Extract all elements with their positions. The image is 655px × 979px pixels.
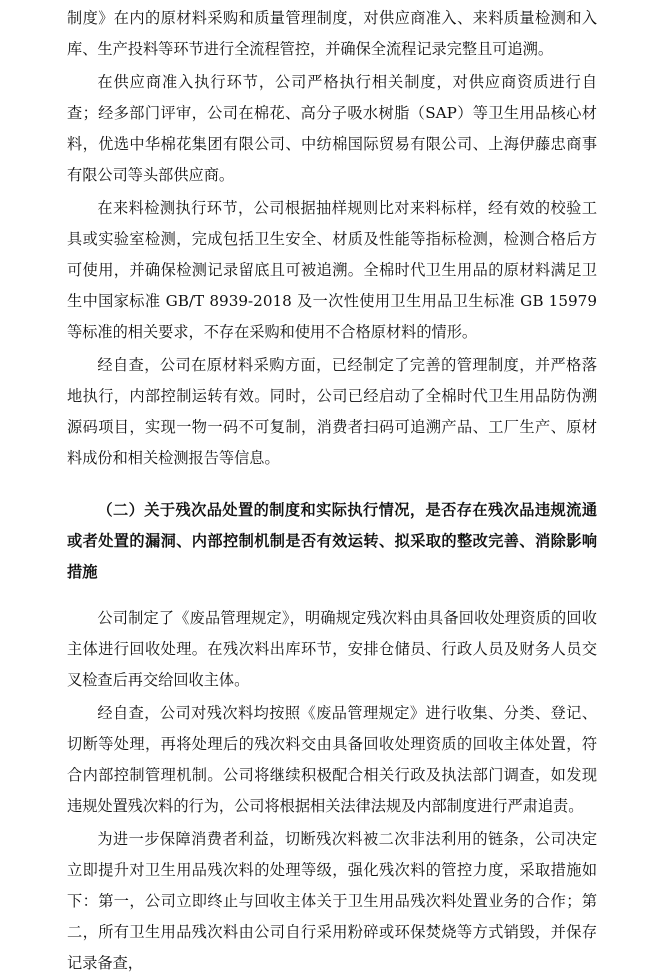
paragraph-self-check-defective: 经自查，公司对残次料均按照《废品管理规定》进行收集、分类、登记、切断等处理，再将处理后的残次料交由具备回收处理资质的回收主体处置，符合内部控制管理机制。公司将继续积极配合相关行政及执法部门调查，如发现违规处置残次料的行为，公司将根据相关法律法规及内部制度进行严肃追责。 (67, 704, 597, 815)
document-page (67, 0, 597, 979)
section-heading-defective-products: （二）关于残次品处置的制度和实际执行情况，是否存在残次品违规流通或者处置的漏洞、内部控制机制是否有效运转、拟采取的整改完善、消除影响措施 (67, 501, 597, 581)
paragraph-continuation: 制度》在内的原材料采购和质量管理制度，对供应商准入、来料质量检测和入库、生产投料等环节进行全流程管控，并确保全流程记录完整且可追溯。 (67, 9, 597, 58)
paragraph-incoming-inspection: 在来料检测执行环节，公司根据抽样规则比对来料标样，经有效的校验工具或实验室检测，完成包括卫生安全、材质及性能等指标检测，检测合格后方可使用，并确保检测记录留底且可被追溯。全棉时代卫生用品的原材料满足卫生中国家标准 GB/T 8939-2018 及一次性使用卫生用品卫生标准 GB 15979 等标准的相关要求，不存在采购和使用不合格原材料的情形。 (67, 199, 597, 341)
paragraph-remediation-measures: 为进一步保障消费者利益，切断残次料被二次非法利用的链条，公司决定立即提升对卫生用品残次料的处理等级，强化残次料的管控力度，采取措施如下：第一，公司立即终止与回收主体关于卫生用品残次料处置业务的合作；第二，所有卫生用品残次料由公司自行采用粉碎或环保焚烧等方式销毁，并保存记录备查， (67, 830, 597, 972)
paragraph-self-check-procurement: 经自查，公司在原材料采购方面，已经制定了完善的管理制度，并严格落地执行，内部控制运转有效。同时，公司已经启动了全棉时代卫生用品防伪溯源码项目，实现一物一码不可复制，消费者扫码可追溯产品、工厂生产、原材料成份和相关检测报告等信息。 (67, 356, 597, 467)
paragraph-waste-management-rule: 公司制定了《废品管理规定》，明确规定残次料由具备回收处理资质的回收主体进行回收处理。在残次料出库环节，安排仓储员、行政人员及财务人员交叉检查后再交给回收主体。 (67, 609, 597, 689)
paragraph-supplier-access: 在供应商准入执行环节，公司严格执行相关制度，对供应商资质进行自查；经多部门评审，公司在棉花、高分子吸水树脂（SAP）等卫生用品核心材料，优选中华棉花集团有限公司、中纺棉国际贸易有限公司、上海伊藤忠商事有限公司等头部供应商。 (67, 73, 597, 184)
